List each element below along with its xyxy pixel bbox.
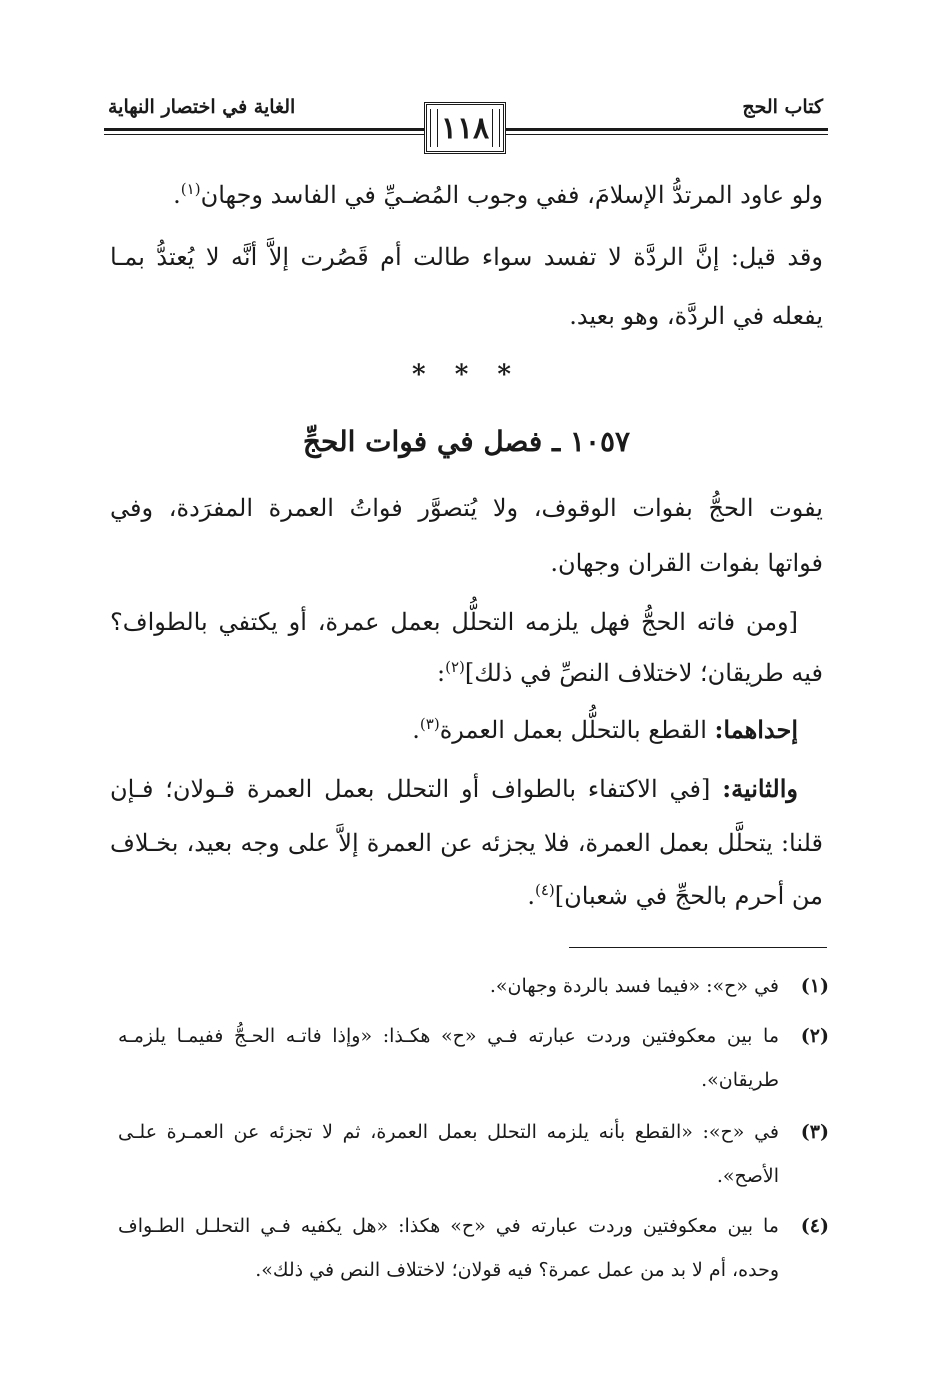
punctuation: .: [412, 716, 420, 744]
bold-term: إحداهما:: [714, 715, 798, 744]
paragraph-text: فيه طريقان؛ لاختلاف النصِّ في ذلك]: [464, 659, 823, 687]
footnote-text: في «ح»: «فيما فسد بالردة وجهان».: [489, 975, 779, 997]
footnote-ref-4[interactable]: (٤): [534, 881, 555, 899]
footnote: [118, 1025, 829, 1095]
page-number-box: [424, 102, 506, 154]
footnote-text: وحده، أم لا بد من عمل عمرة؟ فيه قولان؛ لاختلاف النص في ذلك».: [255, 1259, 779, 1281]
paragraph-line: [173, 180, 823, 210]
footnote-ref-3[interactable]: (٣): [419, 715, 440, 733]
footnote-ref-1[interactable]: (١): [180, 180, 201, 198]
footnote-separator: [569, 947, 827, 948]
paragraph-line: يفعله في الردَّة، وهو بعيد.: [569, 302, 823, 330]
paragraph-text: [في الاكتفاء بالطواف أو التحلل بعمل العمرة قـولان؛ فـإن: [110, 775, 723, 803]
paragraph-line: فواتها بفوات القران وجهان.: [550, 549, 823, 577]
footnote-ref-2[interactable]: (٢): [445, 658, 465, 676]
footnote-number: (٢): [800, 1025, 829, 1047]
footnote: [118, 1121, 829, 1191]
header-rule-right-thin: [506, 134, 828, 135]
header-rule-left-thin: [104, 134, 424, 135]
paragraph-line: [110, 775, 798, 804]
footnote-text: طريقان».: [701, 1069, 779, 1091]
header-book-title: الغاية في اختصار النهاية: [108, 96, 296, 118]
footnote: [118, 975, 829, 1005]
paragraph-line: [527, 881, 823, 911]
paragraph-text: ولو عاود المرتدُّ الإسلامَ، ففي وجوب المُضـيِّ في الفاسد وجهان: [200, 181, 823, 209]
page-number: ١١٨: [440, 110, 490, 146]
paragraph-text: القطع بالتحلُّل بعمل العمرة: [439, 716, 715, 744]
paragraph-line: يفوت الحجُّ بفوات الوقوف، ولا يُتصوَّر فواتُ العمرة المفرَدة، وفي: [110, 494, 823, 522]
punctuation: :: [437, 659, 446, 687]
paragraph-line: [412, 715, 798, 745]
paragraph-line: [437, 658, 823, 688]
footnote-text: ما بين معكوفتين وردت عبارته فـي «ح» هكـذا: «وإذا فاتـه الحـجُّ ففيمـا يلزمـه: [118, 1025, 779, 1047]
footnote-number: (٤): [800, 1215, 829, 1237]
paragraph-line: [ومن فاته الحجُّ فهل يلزمه التحلُّل بعمل عمرة، أو يكتفي بالطواف؟: [110, 608, 798, 636]
header-rule-right: [506, 128, 828, 131]
footnote-text: في «ح»: «القطع بأنه يلزمه التحلل بعمل العمرة، ثم لا تجزئه عن العمـرة علـى: [118, 1121, 779, 1143]
footnote-text: الأصح».: [716, 1165, 779, 1187]
footnote-number: (١): [800, 975, 829, 997]
paragraph-text: من أحرم بالحجِّ في شعبان]: [554, 882, 823, 910]
footnote: [118, 1215, 829, 1285]
paragraph-line: قلنا: يتحلَّل بعمل العمرة، فلا يجزئه عن العمرة إلاَّ على وجه بعيد، بخـلاف: [110, 829, 823, 857]
bold-term: والثانية:: [722, 774, 798, 803]
footnote-number: (٣): [800, 1121, 829, 1143]
footnote-text: ما بين معكوفتين وردت عبارته في «ح» هكذا: «هل يكفيه فـي التحلـل الطـواف: [118, 1215, 779, 1237]
header-chapter-title: كتاب الحج: [742, 96, 823, 118]
paragraph-line: وقد قيل: إنَّ الردَّة لا تفسد سواء طالت أم قَصُرت إلاَّ أنَّه لا يُعتدُّ بمـا: [110, 243, 823, 271]
punctuation: .: [173, 181, 181, 209]
header-rule-left: [104, 128, 424, 131]
section-separator: * * *: [412, 360, 521, 390]
punctuation: .: [527, 882, 535, 910]
section-heading: ١٠٥٧ ـ فصل في فوات الحجِّ: [302, 425, 631, 458]
